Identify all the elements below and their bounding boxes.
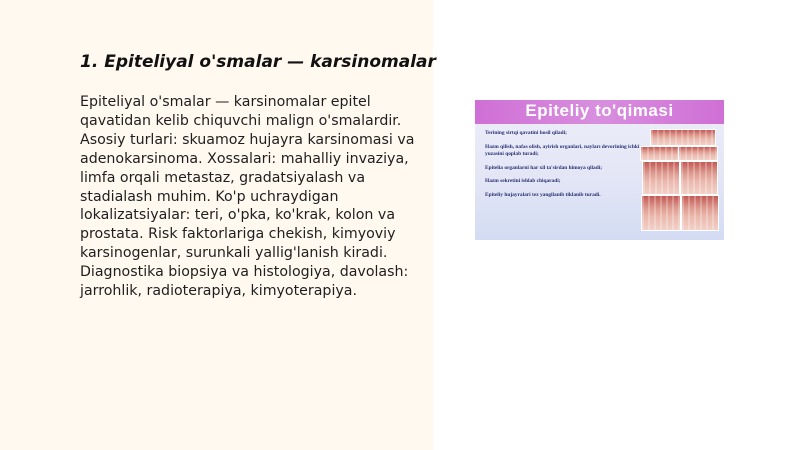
thumbnail-line: Hazm sekretini ishlab chiqaradi; [485, 178, 561, 185]
tissue-micrograph [640, 146, 679, 161]
tissue-micrograph [681, 195, 719, 231]
tissue-micrograph [650, 129, 716, 146]
thumbnail-line: Epitelia organlarni har xil ta'sirdan himoya qiladi; [485, 164, 603, 171]
slide-title: 1. Epiteliyal o'smalar — karsinomalar [80, 52, 436, 72]
slide-thumbnail-image [475, 100, 724, 240]
thumbnail-line: Epiteliy hujayralari tez yangilanib tiklanib turadi. [485, 192, 601, 199]
thumbnail-text-list [485, 130, 643, 206]
slide-body: Epiteliyal o'smalar — karsinomalar epitel qavatidan kelib chiquvchi malign o'smalardir. Asosiy turlari: skuamoz hujayra karsinomasi va adenokarsinoma. Xossalari: mahalliy invaziya, limfa orqali metastaz, gradatsiyalash va stadialash muhim. Ko'p uchraydigan lokalizatsiyalar: teri, o'pka, ko'krak, kolon va prostata. Risk faktorlariga chekish, kimyoviy karsinogenlar, surunkali yallig'lanish kiradi. Diagnostika biopsiya va histologiya, davolash: jarrohlik, radioterapiya, kimyoterapiya. [80, 94, 415, 300]
thumbnail-title: Epiteliy to'qimasi [525, 101, 674, 120]
thumbnail-line: Terining sirtqi qavatini hosil qiladi; [485, 130, 567, 136]
tissue-micrograph [641, 195, 681, 231]
thumbnail-header [475, 100, 724, 124]
tissue-micrograph [680, 161, 718, 195]
tissue-micrograph [642, 161, 680, 195]
tissue-micrograph [678, 146, 718, 161]
thumbnail-line: Hazm qilish, nafas olish, ayirish organlari, nayları devorining ichki yuzasini qoplab turadi; [485, 143, 640, 157]
